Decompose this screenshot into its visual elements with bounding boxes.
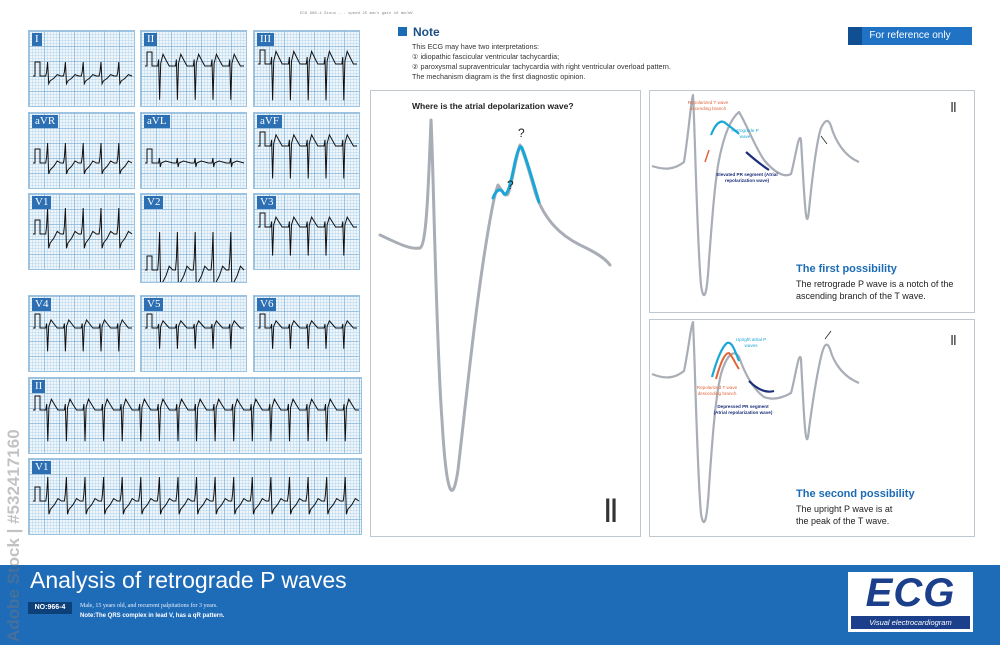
annotation-depressed-pr: Depressed PR segment (Atrial repolarization wave)	[713, 404, 773, 415]
ecg-logo: ECG	[865, 571, 956, 615]
lead-label: V5	[144, 298, 163, 311]
note-line: ② paroxysmal supraventricular tachycardia with right ventricular overload pattern.	[412, 62, 671, 71]
ecg-lead-I	[28, 30, 135, 107]
first-possibility-text	[796, 278, 953, 302]
case-number: NO:966-4	[28, 602, 72, 614]
reference-badge-label: For reference only	[869, 30, 951, 41]
lead-label: V2	[144, 196, 163, 209]
lead-label: V6	[257, 298, 276, 311]
main-lead-label: Ⅱ	[603, 493, 619, 529]
second-possibility-title: The second possibility	[796, 488, 915, 500]
ecg-trace	[29, 31, 135, 107]
lead-label: V1	[32, 461, 51, 474]
first-text-line: ascending branch of the T wave.	[796, 291, 926, 301]
first-text-line: The retrograde P wave is a notch of the	[796, 279, 954, 289]
second-text-line: The upright P wave is at	[796, 504, 893, 514]
ecg-lead-II	[140, 30, 247, 107]
note-text	[412, 42, 671, 82]
ecg-rhythm-strip-V1	[28, 458, 362, 535]
note-marker	[398, 27, 407, 36]
side-watermark: Adobe Stock | #532417160	[4, 429, 23, 642]
annotation-repolarized-descending: Repolarized T wave descending branch	[696, 385, 738, 396]
ecg-trace	[29, 378, 362, 454]
case-info: Male, 15 years old, and recurrent palpitations for 3 years.	[80, 603, 218, 609]
ecg-lead-aVR	[28, 112, 135, 189]
reference-badge	[848, 27, 972, 45]
lead-label: II	[32, 380, 45, 393]
notch-marker	[705, 150, 709, 162]
question-mark-peak: ?	[518, 126, 525, 140]
lead-label: V1	[32, 196, 51, 209]
second-lead-label: Ⅱ	[950, 334, 957, 349]
ecg-lead-V1	[28, 193, 135, 270]
note-line: ① idiopathic fascicular ventricular tachycardia;	[412, 52, 560, 61]
ecg-lead-V5	[140, 295, 247, 372]
lead-label: V4	[32, 298, 51, 311]
annotation-retrograde-p: Retrograde P wave	[731, 128, 759, 139]
note-line: This ECG may have two interpretations:	[412, 42, 540, 51]
waveform-highlight	[493, 147, 539, 202]
case-note: Note:The QRS complex in lead V, has a qR pattern.	[80, 613, 225, 619]
first-lead-label: Ⅱ	[950, 101, 957, 116]
main-diagram-waveform	[370, 90, 641, 537]
ecg-trace	[29, 459, 362, 535]
waveform-gray	[380, 120, 610, 490]
lead-label: aVF	[257, 115, 282, 128]
annotation-upright-p: Upright atrial P waves	[735, 337, 767, 348]
second-text-line: the peak of the T wave.	[796, 516, 890, 526]
ecg-lead-V2	[140, 193, 247, 283]
ecg-lead-V4	[28, 295, 135, 372]
ecg-lead-V3	[253, 193, 360, 270]
question-mark-notch: ?	[507, 178, 514, 192]
lead-label: III	[257, 33, 274, 46]
annotation-elevated-pr: Elevated PR segment (Atrial repolarization wave)	[716, 172, 778, 183]
logo-subtitle: Visual electrocardiogram	[851, 616, 970, 629]
footer-title: Analysis of retrograde P waves	[30, 567, 347, 593]
ecg-lead-aVL	[140, 112, 247, 189]
arrow-second	[825, 331, 831, 339]
ecg-lead-III	[253, 30, 360, 107]
lead-label: I	[32, 33, 42, 46]
main-diagram-title: Where is the atrial depolarization wave?	[412, 101, 574, 111]
badge-bar	[848, 27, 862, 45]
note-title: Note	[413, 25, 440, 39]
lead-label: II	[144, 33, 157, 46]
ecg-rhythm-strip-II	[28, 377, 362, 454]
first-possibility-title: The first possibility	[796, 263, 897, 275]
strip-header: ECG 966-4 Sinus ... speed 25 mm/s gain 10 mm/mV	[300, 12, 413, 16]
ecg-lead-V6	[253, 295, 360, 372]
lead-label: aVL	[144, 115, 170, 128]
note-line: The mechanism diagram is the first diagnostic opinion.	[412, 72, 586, 81]
annotation-repolarized-ascending: Repolarized T wave ascending branch	[687, 100, 729, 111]
ecg-lead-aVF	[253, 112, 360, 189]
arrow-first	[821, 136, 827, 144]
lead-label: aVR	[32, 115, 58, 128]
lead-label: V3	[257, 196, 276, 209]
second-possibility-text	[796, 503, 892, 527]
